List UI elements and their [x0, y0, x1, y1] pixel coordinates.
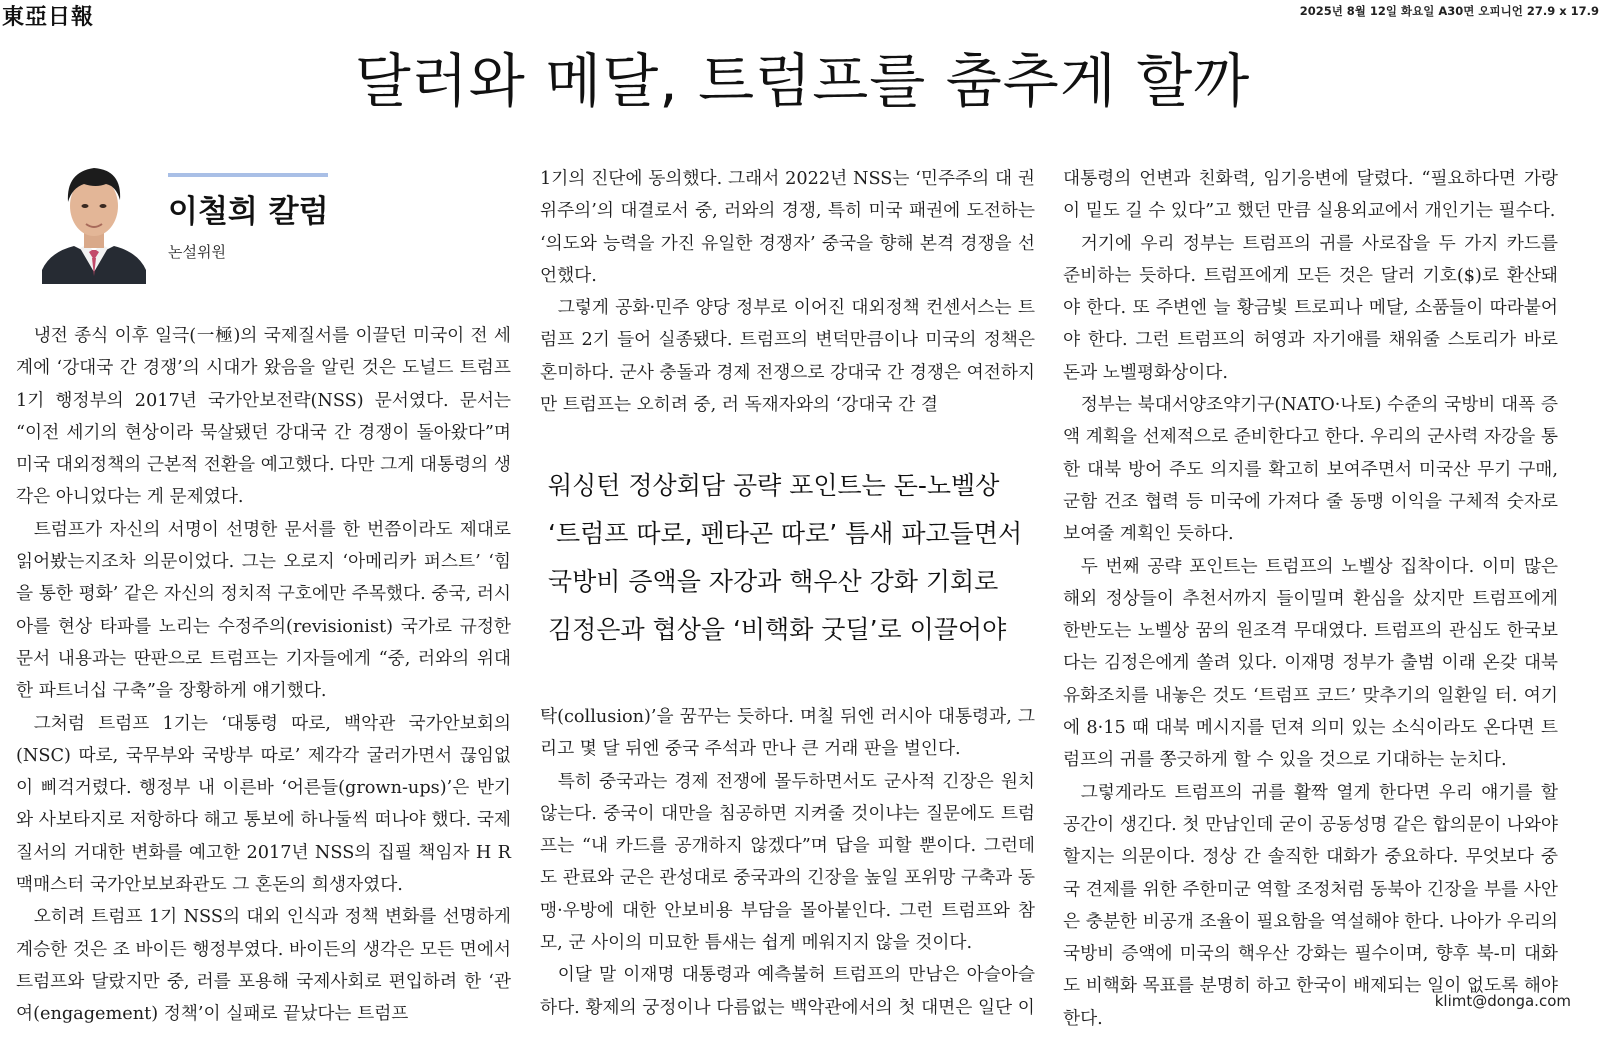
paragraph: 냉전 종식 이후 일극(一極)의 국제질서를 이끌던 미국이 전 세계에 ‘강대국 간 경쟁’의 시대가 왔음을 알린 것은 도널드 트럼프 1기 행정부의 2017년 국가안보전략(NSS) 문서였다. 문서는 “이전 세기의 현상이라 묵살됐던 강대국 간 경쟁이 돌아왔다”며 미국 대외정책의 근본적 전환을 예고했다. 다만 그게 대통령의 생각은 아니었다는 게 문제였다. [16, 326, 511, 508]
paragraph: 두 번째 공략 포인트는 트럼프의 노벨상 집착이다. 이미 많은 해외 정상들이 추천서까지 들이밀며 환심을 샀지만 트럼프에게 한반도는 노벨상 꿈의 원조격 무대였다. 트럼프의 관심도 한국보다는 김정은에게 쏠려 있다. 이재명 정부가 출범 이래 온갖 대북 유화조치를 내놓은 것도 ‘트럼프 코드’ 맞추기의 일환일 터. 여기에 8·15 때 대북 메시지를 던져 의미 있는 소식이라도 온다면 트럼프의 귀를 쫑긋하게 할 수 있을 것으로 기대하는 눈치다. [1063, 556, 1558, 771]
paragraph: 그렇게 공화·민주 양당 정부로 이어진 대외정책 컨센서스는 트럼프 2기 들어 실종됐다. 트럼프의 변덕만큼이나 미국의 정책은 혼미하다. 군사 충돌과 경제 전쟁으로 강대국 간 경쟁은 여전하지만 트럼프는 오히려 중, 러 독재자와의 ‘강대국 간 결 [540, 298, 1035, 416]
column-name-rule [168, 173, 328, 177]
column-author-role: 논설위원 [168, 243, 226, 261]
column-title: 이철희 칼럼 [168, 194, 329, 230]
paragraph: 1기의 진단에 동의했다. 그래서 2022년 NSS는 ‘민주주의 대 권위주의’의 대결로서 중, 러와의 경쟁, 특히 미국 패권에 도전하는 ‘의도와 능력을 가진 유일한 경쟁자’ 중국을 향해 본격 경쟁을 선언했다. [540, 169, 1035, 286]
columnist-portrait-icon [40, 152, 148, 284]
body-column-2-top [540, 163, 1035, 421]
pull-quote-line: ‘트럼프 따로, 펜타곤 따로’ 틈새 파고들면서 [548, 519, 1023, 548]
issue-date-line: 2025년 8월 12일 화요일 A30면 오피니언 27.9 x 17.9 [1299, 4, 1599, 18]
pull-quote [548, 462, 1028, 654]
paragraph: 탁(collusion)’을 꿈꾸는 듯하다. 며칠 뒤엔 러시아 대통령과, 그리고 몇 달 뒤엔 중국 주석과 만나 큰 거래 판을 벌인다. [540, 707, 1035, 760]
paragraph: 오히려 트럼프 1기 NSS의 대외 인식과 정책 변화를 선명하게 계승한 것은 조 바이든 행정부였다. 바이든의 생각은 모든 면에서 트럼프와 달랐지만 중, 러를 포용해 국제사회로 편입하려 한 ‘관여(engagement) 정책’이 실패로 끝났다는 트럼프 [16, 907, 511, 1025]
paragraph: 트럼프가 자신의 서명이 선명한 문서를 한 번쯤이라도 제대로 읽어봤는지조차 의문이었다. 그는 오로지 ‘아메리카 퍼스트’ ‘힘을 통한 평화’ 같은 자신의 정치적 구호에만 주목했다. 중국, 러시아를 현상 타파를 노리는 수정주의(revisionist) 국가로 규정한 문서 내용과는 딴판으로 트럼프는 기자들에게 “중, 러와의 위대한 파트너십 구축”을 장황하게 얘기했다. [16, 519, 511, 702]
paragraph: 정부는 북대서양조약기구(NATO·나토) 수준의 국방비 대폭 증액 계획을 선제적으로 준비한다고 한다. 우리의 군사력 자강을 통한 대북 방어 주도 의지를 확고히 보여주면서 미국산 무기 구매, 군함 건조 협력 등 미국에 가져다 줄 동맹 이익을 구체적 숫자로 보여줄 계획인 듯하다. [1063, 395, 1558, 545]
paragraph: 특히 중국과는 경제 전쟁에 몰두하면서도 군사적 긴장은 원치 않는다. 중국이 대만을 침공하면 지켜줄 것이냐는 질문에도 트럼프는 “내 카드를 공개하지 않겠다”며 답을 피할 뿐이다. 그런데도 관료와 군은 관성대로 중국과의 긴장을 높일 포위망 구축과 동맹·우방에 대한 안보비용 부담을 몰아붙인다. 그런 트럼프와 참모, 군 사이의 미묘한 틈새는 쉽게 메워지지 않을 것이다. [540, 771, 1035, 954]
pull-quote-line: 워싱턴 정상회담 공략 포인트는 돈-노벨상 [548, 471, 1000, 500]
paragraph: 대통령의 언변과 친화력, 임기응변에 달렸다. “필요하다면 가랑이 밑도 길 수 있다”고 했던 만큼 실용외교에서 개인기는 필수다. [1063, 169, 1558, 222]
body-column-3 [1063, 163, 1558, 1035]
paragraph: 이달 말 이재명 대통령과 예측불허 트럼프의 만남은 아슬아슬하다. 황제의 궁정이나 다름없는 백악관에서의 첫 대면은 일단 이 [540, 965, 1035, 1018]
headline: 달러와 메달, 트럼프를 춤추게 할까 [354, 47, 1251, 115]
paragraph: 그렇게라도 트럼프의 귀를 활짝 열게 한다면 우리 얘기를 할 공간이 생긴다. 첫 만남인데 굳이 공동성명 같은 합의문이 나와야 할지는 의문이다. 정상 간 솔직한 대화가 중요하다. 무엇보다 중국 견제를 위한 주한미군 역할 조정처럼 동북아 긴장을 부를 사안은 충분한 비공개 조율이 필요함을 역설해야 한다. 나아가 우리의 국방비 증액에 미국의 핵우산 강화는 필수이며, 향후 북-미 대화도 비핵화 목표를 분명히 하고 한국이 배제되는 일이 없도록 해야 한다. [1063, 782, 1558, 1029]
columnist-photo [40, 152, 148, 284]
paragraph: 거기에 우리 정부는 트럼프의 귀를 사로잡을 두 가지 카드를 준비하는 듯하다. 트럼프에게 모든 것은 달러 기호($)로 환산돼야 한다. 또 주변엔 늘 황금빛 트로피나 메달, 소품들이 따라붙어야 한다. 그런 트럼프의 허영과 자기애를 채워줄 스토리가 바로 돈과 노벨평화상이다. [1063, 233, 1558, 383]
author-email: klimt@donga.com [1434, 992, 1571, 1010]
pull-quote-line: 김정은과 협상을 ‘비핵화 굿딜’로 이끌어야 [548, 615, 1007, 644]
newspaper-masthead: 東亞日報 [2, 4, 95, 30]
body-column-1 [16, 320, 511, 1031]
body-column-2-bottom [540, 701, 1035, 1024]
paragraph: 그처럼 트럼프 1기는 ‘대통령 따로, 백악관 국가안보회의(NSC) 따로, 국무부와 국방부 따로’ 제각각 굴러가면서 끊임없이 삐걱거렸다. 행정부 내 이른바 ‘어른들(grown-ups)’은 반기와 사보타지로 저항하다 해고 통보에 하나둘씩 떠나야 했다. 국제질서의 거대한 변화를 예고한 2017년 NSS의 집필 책임자 H R 맥매스터 국가안보보좌관도 그 혼돈의 희생자였다. [16, 713, 511, 896]
pull-quote-line: 국방비 증액을 자강과 핵우산 강화 기회로 [548, 567, 999, 596]
